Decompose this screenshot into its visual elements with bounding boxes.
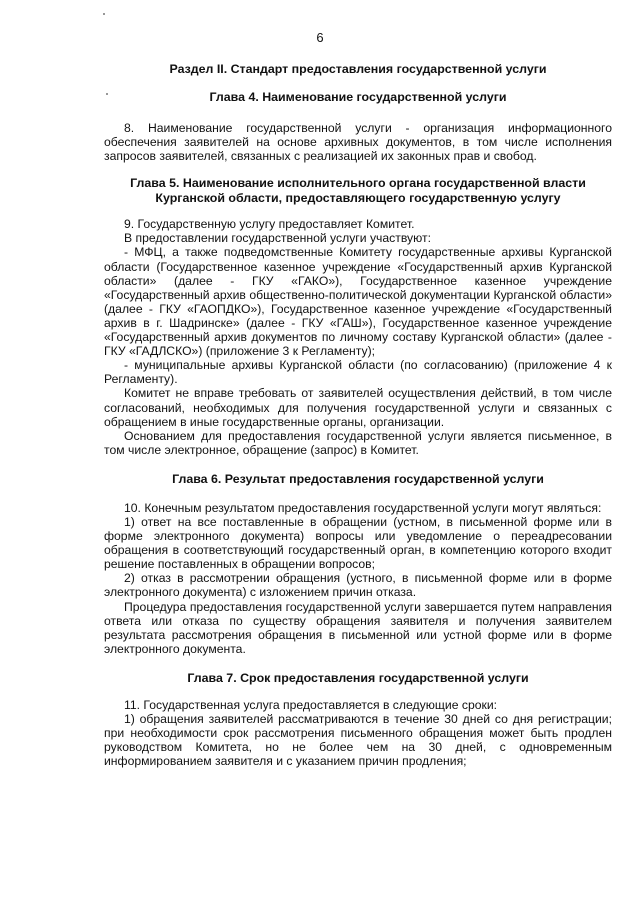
paragraph: Комитет не вправе требовать от заявителей осуществления действий, в том числе согласований, необходимых для получения государственной услуги и связанных с обращением в иные государственные органы, организации.: [104, 386, 612, 429]
document-body: [104, 62, 612, 768]
paragraph: 10. Конечным результатом предоставления государственной услуги могут являться:: [124, 500, 602, 515]
scan-speck: [103, 13, 105, 15]
chapter-4-title: Глава 4. Наименование государственной услуги: [209, 90, 507, 104]
paragraph: - МФЦ, а также подведомственные Комитету государственные архивы Курганской области (Государственное казенное учреждение «Государственный архив Курганской области» (далее - ГКУ «ГАКО»), Государственное казенное учреждение «Государственный архив общественно-политической документации Курганской области» (далее - ГКУ «ГАОПДКО»), Государственное казенное учреждение «Государственный архив в г. Шадринске» (далее - ГКУ «ГАШ»), Государственное казенное учреждение «Государственный архив документов по личному составу Курганской области» (далее - ГКУ «ГАДЛСКО») (приложение 3 к Регламенту);: [104, 245, 612, 359]
paragraph: 11. Государственная услуга предоставляется в следующие сроки:: [124, 697, 498, 712]
chapter-5-title: [104, 176, 612, 206]
chapter-5-title-line2: Курганской области, предоставляющего государственную услугу: [155, 191, 561, 206]
chapter-7-title: Глава 7. Срок предоставления государственной услуги: [187, 670, 529, 685]
paragraph: 2) отказ в рассмотрении обращения (устного, в письменной форме или в форме электронного документа) с изложением причин отказа.: [104, 571, 612, 600]
paragraph: В предоставлении государственной услуги участвуют:: [124, 231, 431, 246]
paragraph: Основанием для предоставления государственной услуги является письменное, в том числе электронное, обращение (запрос) в Комитет.: [104, 428, 612, 457]
chapter-6-title: Глава 6. Результат предоставления государственной услуги: [172, 471, 544, 486]
paragraph: 1) обращения заявителей рассматриваются в течение 30 дней со дня регистрации; при необходимости срок рассмотрения письменного обращения может быть продлен руководством Комитета, но не более чем на 30 дней, с одновременным информированием заявителя и с указанием причин продления;: [104, 712, 612, 769]
section-title: Раздел II. Стандарт предоставления государственной услуги: [169, 62, 547, 76]
paragraph: 8. Наименование государственной услуги - организация информационного обеспечения заявителей на основе архивных документов, в том числе исполнения запросов заявителей, связанных с реализацией их законных прав и свобод.: [104, 121, 612, 164]
paragraph: - муниципальные архивы Курганской области (по согласованию) (приложение 4 к Регламенту).: [104, 358, 612, 387]
page-number: 6: [316, 30, 324, 45]
paragraph: Процедура предоставления государственной услуги завершается путем направления ответа или отказа по существу обращения заявителя и получения заявителем результата рассмотрения обращения в письменной или устной форме или в форме электронного документа.: [104, 599, 612, 656]
chapter-5-title-line1: Глава 5. Наименование исполнительного органа государственной власти: [130, 176, 586, 191]
paragraph: 9. Государственную услугу предоставляет Комитет.: [124, 217, 415, 232]
paragraph: 1) ответ на все поставленные в обращении (устном, в письменной форме или в форме электронного документа) вопросы или уведомление о переадресовании обращения в соответствующий государственный орган, в компетенцию которого входит решение поставленных в обращении вопросов;: [104, 514, 612, 572]
